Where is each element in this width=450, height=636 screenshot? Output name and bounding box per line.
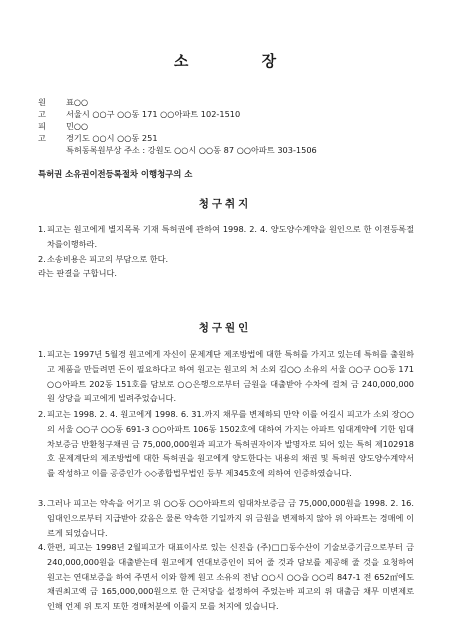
item-text: 피고는 1998. 2. 4. 원고에게 1998. 6. 31.까지 채무를 변제하되 만약 이를 어길시 피고가 소외 장○○의 서울 ○○구 ○○동 691-3 ○○아파트 106동 1502호에 대하여 가지는 아파트 임대계약에 기한 임대차보증금 반환청구채권 금 75,000,000원과 피고가 특허권자이자 발명자로 되어 있는 특허 제102918호 문제계단의 제조방법에 대한 특허권을 원고에게 양도한다는 내용의 채권 및 특허권 양도양수계약서를 작성하고 이를 공증인가 ◇◇종합법무법인 등부 제345호에 의하여 인증하였습니다. [47, 409, 414, 479]
item-text: 피고는 원고에게 별지목록 기재 특허권에 관하여 1998. 2. 4. 양도양수계약을 원인으로 한 이전등록절차를이행하라. [47, 224, 414, 249]
plaintiff-row [38, 96, 66, 120]
item-text: 한편, 피고는 1998년 2월피고가 대표이사로 있는 신진읍 (주)□□동수산이 기술보증기금으로부터 금 240,000,000원을 대출받는데 원고에게 연대보증인이 되어 줄 것과 담보를 제공해 줄 것을 요청하여 원고는 연대보증을 하여 주면서 이와 함께 원고 소유의 전남 ○○시 ○○읍 ○○리 847-1 전 652㎡에도 채권최고액 금 165,000,000원으로 한 근저당을 설정하여 주었는바 피고의 위 대출금 채무 미변제로 인해 언제 위 토지 또한 경매처분에 이를지 모를 처지에 있습니다. [47, 542, 414, 612]
claim-purpose-item [38, 252, 414, 267]
item-number: 1. [38, 349, 46, 359]
item-text: 그러나 피고는 약속을 어기고 위 ○○동 ○○아파트의 임대차보증금 금 75,000,000원을 1998. 2. 16. 임대인으로부터 지급받아 갔음은 물론 약속한 기일까지 위 금원을 변제하지 않아 위 아파트는 경매에 이르게 되었습니다. [47, 498, 414, 538]
defendant-row [38, 120, 66, 144]
claim-cause-item [38, 347, 414, 406]
item-number: 1. [38, 224, 46, 234]
item-number: 2. [38, 254, 46, 264]
defendant-role-label: 피 고 [38, 121, 60, 143]
claim-purpose-item [38, 222, 414, 252]
item-text: 피고는 1997년 5월경 원고에게 자신이 문제계단 제조방법에 대한 특허를 가지고 있는데 특허를 출원하고 제품을 만들려면 돈이 필요하다고 하여 원고는 원고의 처 소외 김○○ 소유의 서울 ○○구 ○○동 171 ○○아파트 202동 151호를 담보로 ○○은행으로부터 금원을 대출받아 수차에 걸쳐 금 240,000,000원 상당을 피고에게 빌려주었습니다. [47, 349, 414, 404]
claim-purpose-heading: 청구취지 [198, 198, 252, 210]
claim-cause-item [38, 496, 414, 540]
item-number: 2. [38, 409, 46, 419]
item-text: 소송비용은 피고의 부담으로 한다. [47, 254, 169, 264]
document-title: 소 장 [173, 52, 311, 70]
defendant-address: 경기도 ○○시 ○○동 251 [66, 133, 158, 143]
case-name: 특허권 소유권이전등록절차 이행청구의 소 [38, 169, 193, 179]
defendant-service-address: 특허동록원부상 주소 : 강원도 ○○시 ○○동 87 ○○아파트 303-1506 [66, 145, 317, 155]
claim-cause-item [38, 540, 414, 614]
item-number: 4. [38, 542, 46, 552]
plaintiff-role-label: 원 고 [38, 97, 60, 119]
plaintiff-address: 서울시 ○○구 ○○동 171 ○○아파트 102-1510 [66, 109, 241, 119]
claim-cause-item [38, 407, 414, 481]
defendant-name: 민○○ [66, 121, 89, 131]
claim-purpose-closing: 라는 판결을 구합니다. [38, 268, 117, 278]
claim-cause-heading: 청구원인 [198, 322, 252, 334]
item-number: 3. [38, 498, 46, 508]
plaintiff-name: 표○○ [66, 97, 89, 107]
